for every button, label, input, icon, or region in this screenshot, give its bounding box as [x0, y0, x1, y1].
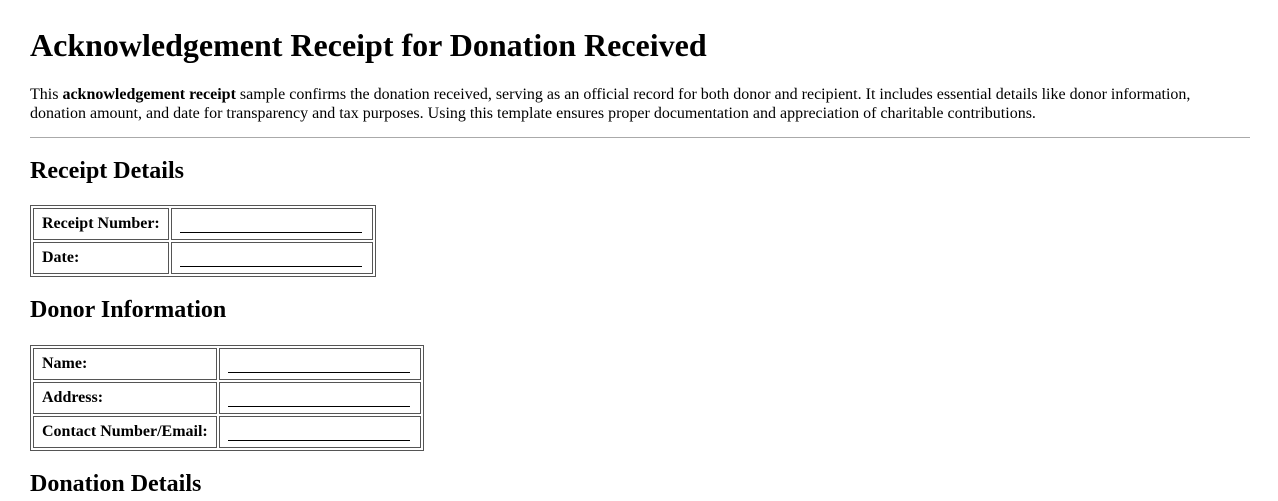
table-row — [33, 242, 373, 274]
section-heading-donation-details: Donation Details — [30, 470, 202, 497]
intro-text-rest: sample confirms the donation received, serving as an official record for both donor and recipient. It includes essential details like donor information, donation amount, and date for transparency and tax purposes. Using this template ensures proper documentation and appreciation of charitable contributions. — [30, 85, 1191, 122]
section-heading-donor-information: Donor Information — [30, 297, 227, 324]
blank-line — [228, 356, 410, 373]
blank-line — [228, 390, 410, 407]
page-title: Acknowledgement Receipt for Donation Received — [30, 27, 707, 63]
contact-number-email-label: Contact Number/Email: — [33, 416, 217, 448]
blank-line — [228, 424, 410, 441]
address-value-cell — [219, 382, 421, 414]
receipt-number-label: Receipt Number: — [33, 208, 169, 240]
name-label: Name: — [33, 348, 217, 380]
intro-paragraph — [30, 85, 1250, 123]
table-row — [33, 208, 373, 240]
name-value-cell — [219, 348, 421, 380]
receipt-details-table — [30, 205, 376, 277]
table-row — [33, 348, 421, 380]
date-label: Date: — [33, 242, 169, 274]
blank-line — [180, 250, 362, 267]
table-row — [33, 416, 421, 448]
intro-text-prefix: This — [30, 85, 63, 103]
date-value-cell — [171, 242, 373, 274]
intro-text-bold: acknowledgement receipt — [62, 85, 236, 103]
receipt-number-value-cell — [171, 208, 373, 240]
address-label: Address: — [33, 382, 217, 414]
section-heading-receipt-details: Receipt Details — [30, 157, 184, 184]
donor-information-table — [30, 345, 424, 451]
table-row — [33, 382, 421, 414]
horizontal-divider — [30, 137, 1250, 138]
contact-number-email-value-cell — [219, 416, 421, 448]
blank-line — [180, 216, 362, 233]
